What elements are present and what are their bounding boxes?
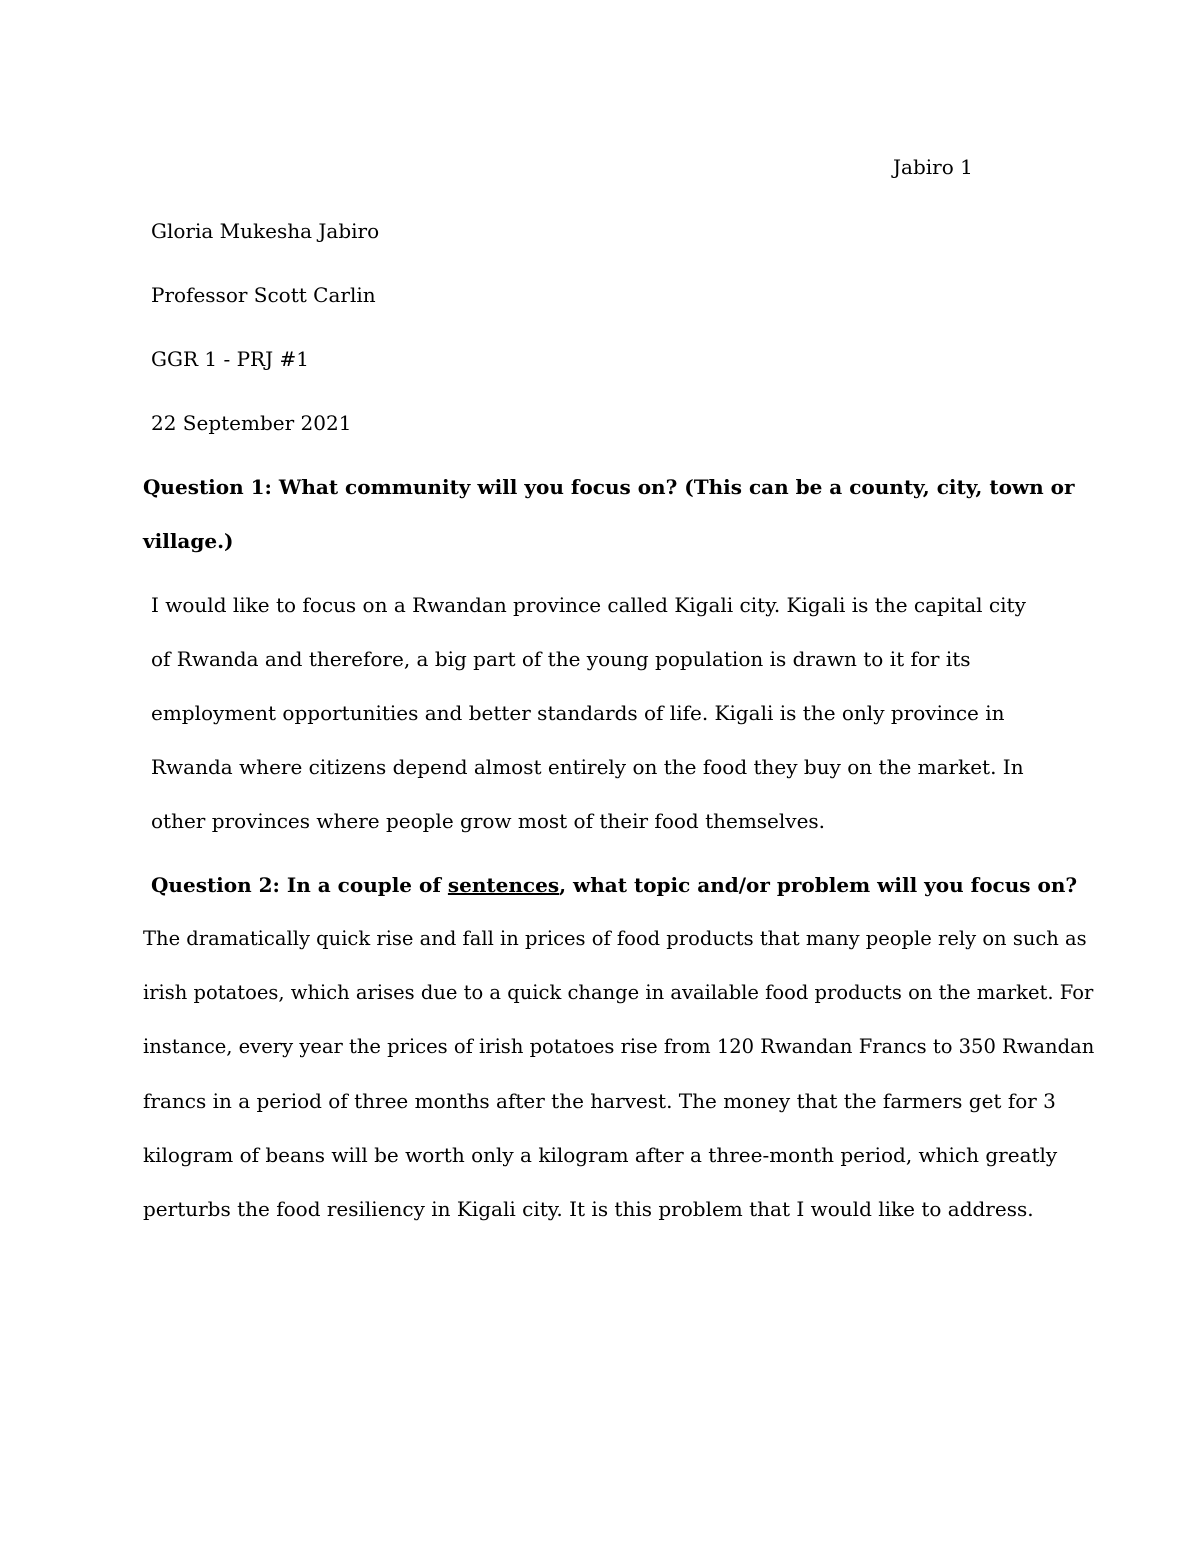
answer-1-line: other provinces where people grow most of their food themselves. — [151, 809, 826, 833]
answer-1-line: employment opportunities and better standards of life. Kigali is the only province in — [151, 701, 1005, 725]
answer-2-line: francs in a period of three months after the harvest. The money that the farmers get for 3 — [143, 1089, 1056, 1113]
answer-2-line: kilogram of beans will be worth only a kilogram after a three-month period, which greatly — [143, 1143, 1058, 1167]
question-1-line-1: Question 1: What community will you focus on? (This can be a county, city, town or — [143, 475, 1075, 499]
question-2-underlined-word: sentences — [447, 873, 560, 897]
answer-2-line: The dramatically quick rise and fall in prices of food products that many people rely on such as — [143, 927, 1087, 950]
instructor-name: Professor Scott Carlin — [151, 283, 376, 307]
answer-1-line: Rwanda where citizens depend almost entirely on the food they buy on the market. In — [151, 755, 1024, 779]
course-name: GGR 1 - PRJ #1 — [151, 347, 309, 371]
question-1-line-2: village.) — [143, 529, 234, 553]
question-2-suffix: , what topic and/or problem will you focus on? — [559, 873, 1078, 897]
author-name: Gloria Mukesha Jabiro — [151, 219, 380, 243]
question-2-prefix: Question 2: In a couple of — [151, 873, 448, 897]
answer-2-line: perturbs the food resiliency in Kigali city. It is this problem that I would like to address. — [143, 1197, 1034, 1221]
question-2 — [151, 872, 1077, 898]
answer-1-line: I would like to focus on a Rwandan province called Kigali city. Kigali is the capital city — [151, 593, 1026, 617]
answer-2-line: instance, every year the prices of irish potatoes rise from 120 Rwandan Francs to 350 Rwandan — [143, 1035, 1095, 1058]
answer-1-line: of Rwanda and therefore, a big part of the young population is drawn to it for its — [151, 647, 971, 671]
running-head: Jabiro 1 — [893, 155, 973, 179]
document-date: 22 September 2021 — [151, 411, 352, 435]
answer-2-line: irish potatoes, which arises due to a quick change in available food products on the market. For — [143, 981, 1094, 1004]
